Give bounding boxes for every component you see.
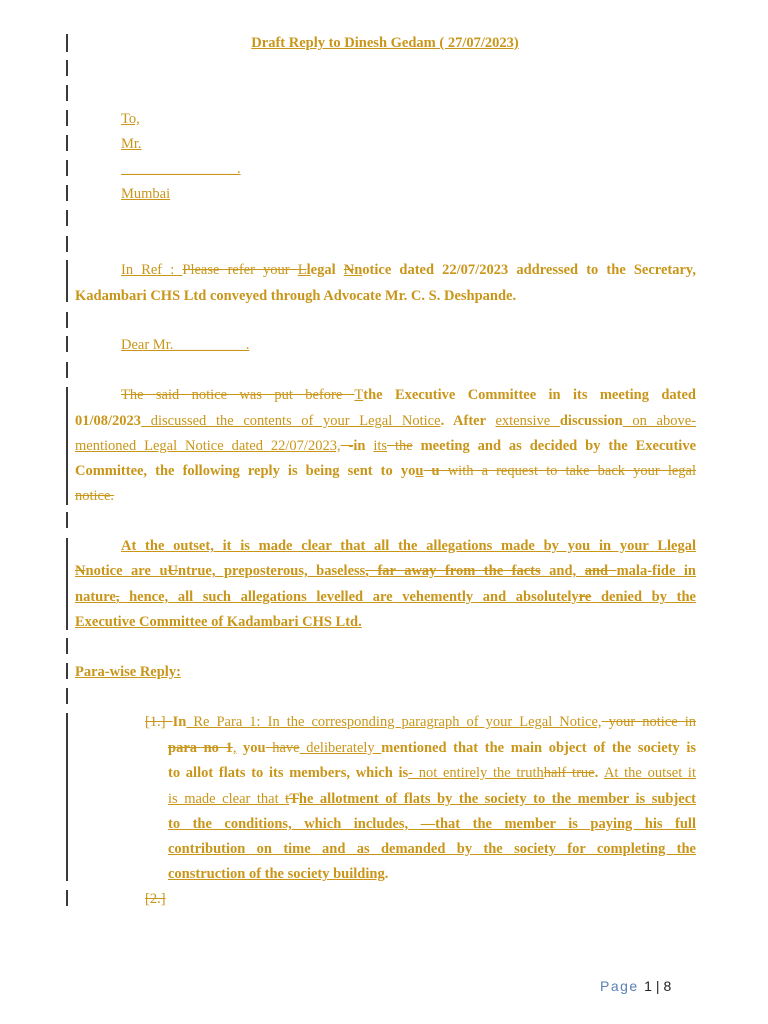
struck-text: T [289, 791, 299, 807]
para1-line-4 [75, 462, 696, 480]
ref-prefix: In Ref : [121, 262, 183, 278]
item1-line-5: to the conditions, which includes, —that the member is paying his full [168, 816, 696, 832]
item2-line-1 [145, 890, 166, 908]
change-bar [66, 312, 68, 328]
page-label: Page [600, 978, 645, 994]
body-text: he allotment of flats by the society to the member is subject [298, 791, 696, 807]
body-text: . [384, 866, 389, 882]
struck-text: t [285, 791, 290, 807]
inserted-text: , [232, 740, 237, 756]
item1-line-7 [168, 865, 388, 883]
body-text: denied by the [591, 589, 696, 605]
inserted-text: is made clear that [168, 791, 286, 807]
struck-text: , far away from the facts [365, 563, 541, 579]
body-text: hence, all such allegations levelled are vehemently and absolutely [119, 589, 579, 605]
struck-text: the [387, 438, 413, 454]
inserted-text: In the corresponding paragraph of your Legal Notice, [260, 714, 602, 730]
inserted-text: extensive [495, 413, 560, 429]
struck-text: U [167, 563, 178, 579]
inserted-text: mentioned Legal Notice dated 22/07/2023, [75, 438, 341, 454]
para2-line-4: Executive Committee of Kadambari CHS Ltd. [75, 614, 362, 630]
body-text: construction of the society building [168, 866, 385, 882]
reference-line-2: Kadambari CHS Ltd conveyed through Advocate Mr. C. S. Deshpande. [75, 288, 517, 304]
change-bar [66, 185, 68, 201]
struck-text: N [75, 563, 86, 579]
change-bar [66, 60, 68, 76]
change-bar [66, 135, 68, 151]
inserted-text: l [667, 538, 672, 554]
body-text: At the outset, it is made clear that all the allegations made by you in your L [121, 538, 667, 554]
parawise-heading: Para-wise Reply: [75, 664, 181, 680]
item1-line-1 [145, 713, 696, 731]
body-text: mala-fide in [616, 563, 696, 579]
struck-text: The said notice was put before [121, 387, 355, 403]
page-separator: | [655, 978, 660, 994]
body-text: you [236, 740, 266, 756]
item1-line-6: contribution on time and as demanded by the society for completing the [168, 841, 696, 857]
inserted-text: Re Para 1: [186, 714, 261, 730]
list-number: [1.] [145, 714, 173, 730]
address-city: Mumbai [121, 186, 171, 202]
body-text: mentioned [381, 740, 447, 756]
struck-text: re [578, 589, 592, 605]
body-text: . [594, 765, 604, 781]
change-bar [66, 336, 68, 352]
change-bar [66, 538, 68, 630]
ref-deleted: N [343, 262, 355, 278]
body-text: nature [75, 589, 116, 605]
page-total: 8 [663, 978, 672, 994]
reference-line-1 [121, 261, 696, 279]
inserted-text: discussed the contents of your Legal Notice [141, 413, 441, 429]
para1-line-1 [121, 386, 696, 404]
inserted-text: - not entirely the truth [408, 765, 544, 781]
item1-line-3 [168, 764, 696, 782]
change-bar [66, 663, 68, 679]
para1-line-3 [75, 437, 696, 455]
struck-text: your notice in [601, 714, 696, 730]
meeting-date: 01/08/2023 [75, 413, 142, 429]
change-bar [66, 890, 68, 906]
para2-line-1 [121, 537, 696, 555]
ref-text: otice dated 22/07/2023 addressed to the Secretary, [362, 262, 697, 278]
body-text: meeting and as decided by the Executive [412, 438, 697, 454]
para2-line-2 [75, 562, 696, 580]
page-number: 1 [644, 978, 652, 994]
address-blank: ________________. [121, 161, 241, 177]
body-text: Committee, the following reply is being sent to yo [75, 463, 416, 479]
change-bar [66, 85, 68, 101]
inserted-text: T [354, 387, 364, 403]
item1-line-2 [168, 739, 696, 757]
body-text: discussion [559, 413, 623, 429]
body-text: that the main object of the society is [446, 740, 696, 756]
struck-text: - [340, 438, 354, 454]
change-bar [66, 713, 68, 881]
body-text: ntrue, preposterous, baseless [178, 563, 366, 579]
struck-text: para no 1 [168, 740, 233, 756]
inserted-text: At the outset it [603, 765, 696, 781]
ref-inserted: n [354, 262, 363, 278]
change-bar [66, 362, 68, 378]
change-bar [66, 638, 68, 654]
para2-line-3 [75, 588, 696, 606]
item1-line-4 [168, 790, 696, 808]
body-text: the Executive Committee in its meeting dated [363, 387, 696, 403]
struck-text: u [423, 463, 440, 479]
struck-text: , [115, 589, 120, 605]
change-bar [66, 160, 68, 176]
struck-text: have [265, 740, 300, 756]
inserted-text: on above- [622, 413, 696, 429]
page-footer [600, 978, 671, 994]
body-text: otice are u [93, 563, 168, 579]
ref-text: egal [310, 262, 344, 278]
change-bar [66, 688, 68, 704]
change-bar [66, 387, 68, 505]
change-bar [66, 512, 68, 528]
document-title: Draft Reply to Dinesh Gedam ( 27/07/2023) [251, 35, 519, 51]
change-bar [66, 236, 68, 252]
address-to: To, [121, 111, 140, 127]
para1-line-2 [75, 412, 696, 430]
struck-text: with a request to take back your legal [439, 463, 696, 479]
salutation: Dear Mr.__________. [121, 337, 250, 353]
ref-deleted: L [297, 262, 307, 278]
struck-text: and [584, 563, 617, 579]
body-text: and, [540, 563, 585, 579]
address-mr: Mr. [121, 136, 142, 152]
change-bar [66, 110, 68, 126]
struck-text: notice. [75, 488, 115, 504]
struck-text: half true [543, 765, 595, 781]
body-text: . After [440, 413, 496, 429]
change-bar [66, 260, 68, 302]
body-text: in [353, 438, 374, 454]
ref-inserted: l [306, 262, 311, 278]
inserted-text: n [85, 563, 94, 579]
change-bar [66, 210, 68, 226]
body-text: In [172, 714, 187, 730]
body-text: egal [671, 538, 696, 554]
inserted-text: its [373, 438, 388, 454]
inserted-text: u [415, 463, 424, 479]
para1-line-5 [75, 487, 114, 505]
ref-struck: Please refer your [182, 262, 298, 278]
inserted-text: deliberately [299, 740, 382, 756]
body-text: to allot flats to its members, which is [168, 765, 409, 781]
list-number: [2.] [145, 891, 166, 907]
